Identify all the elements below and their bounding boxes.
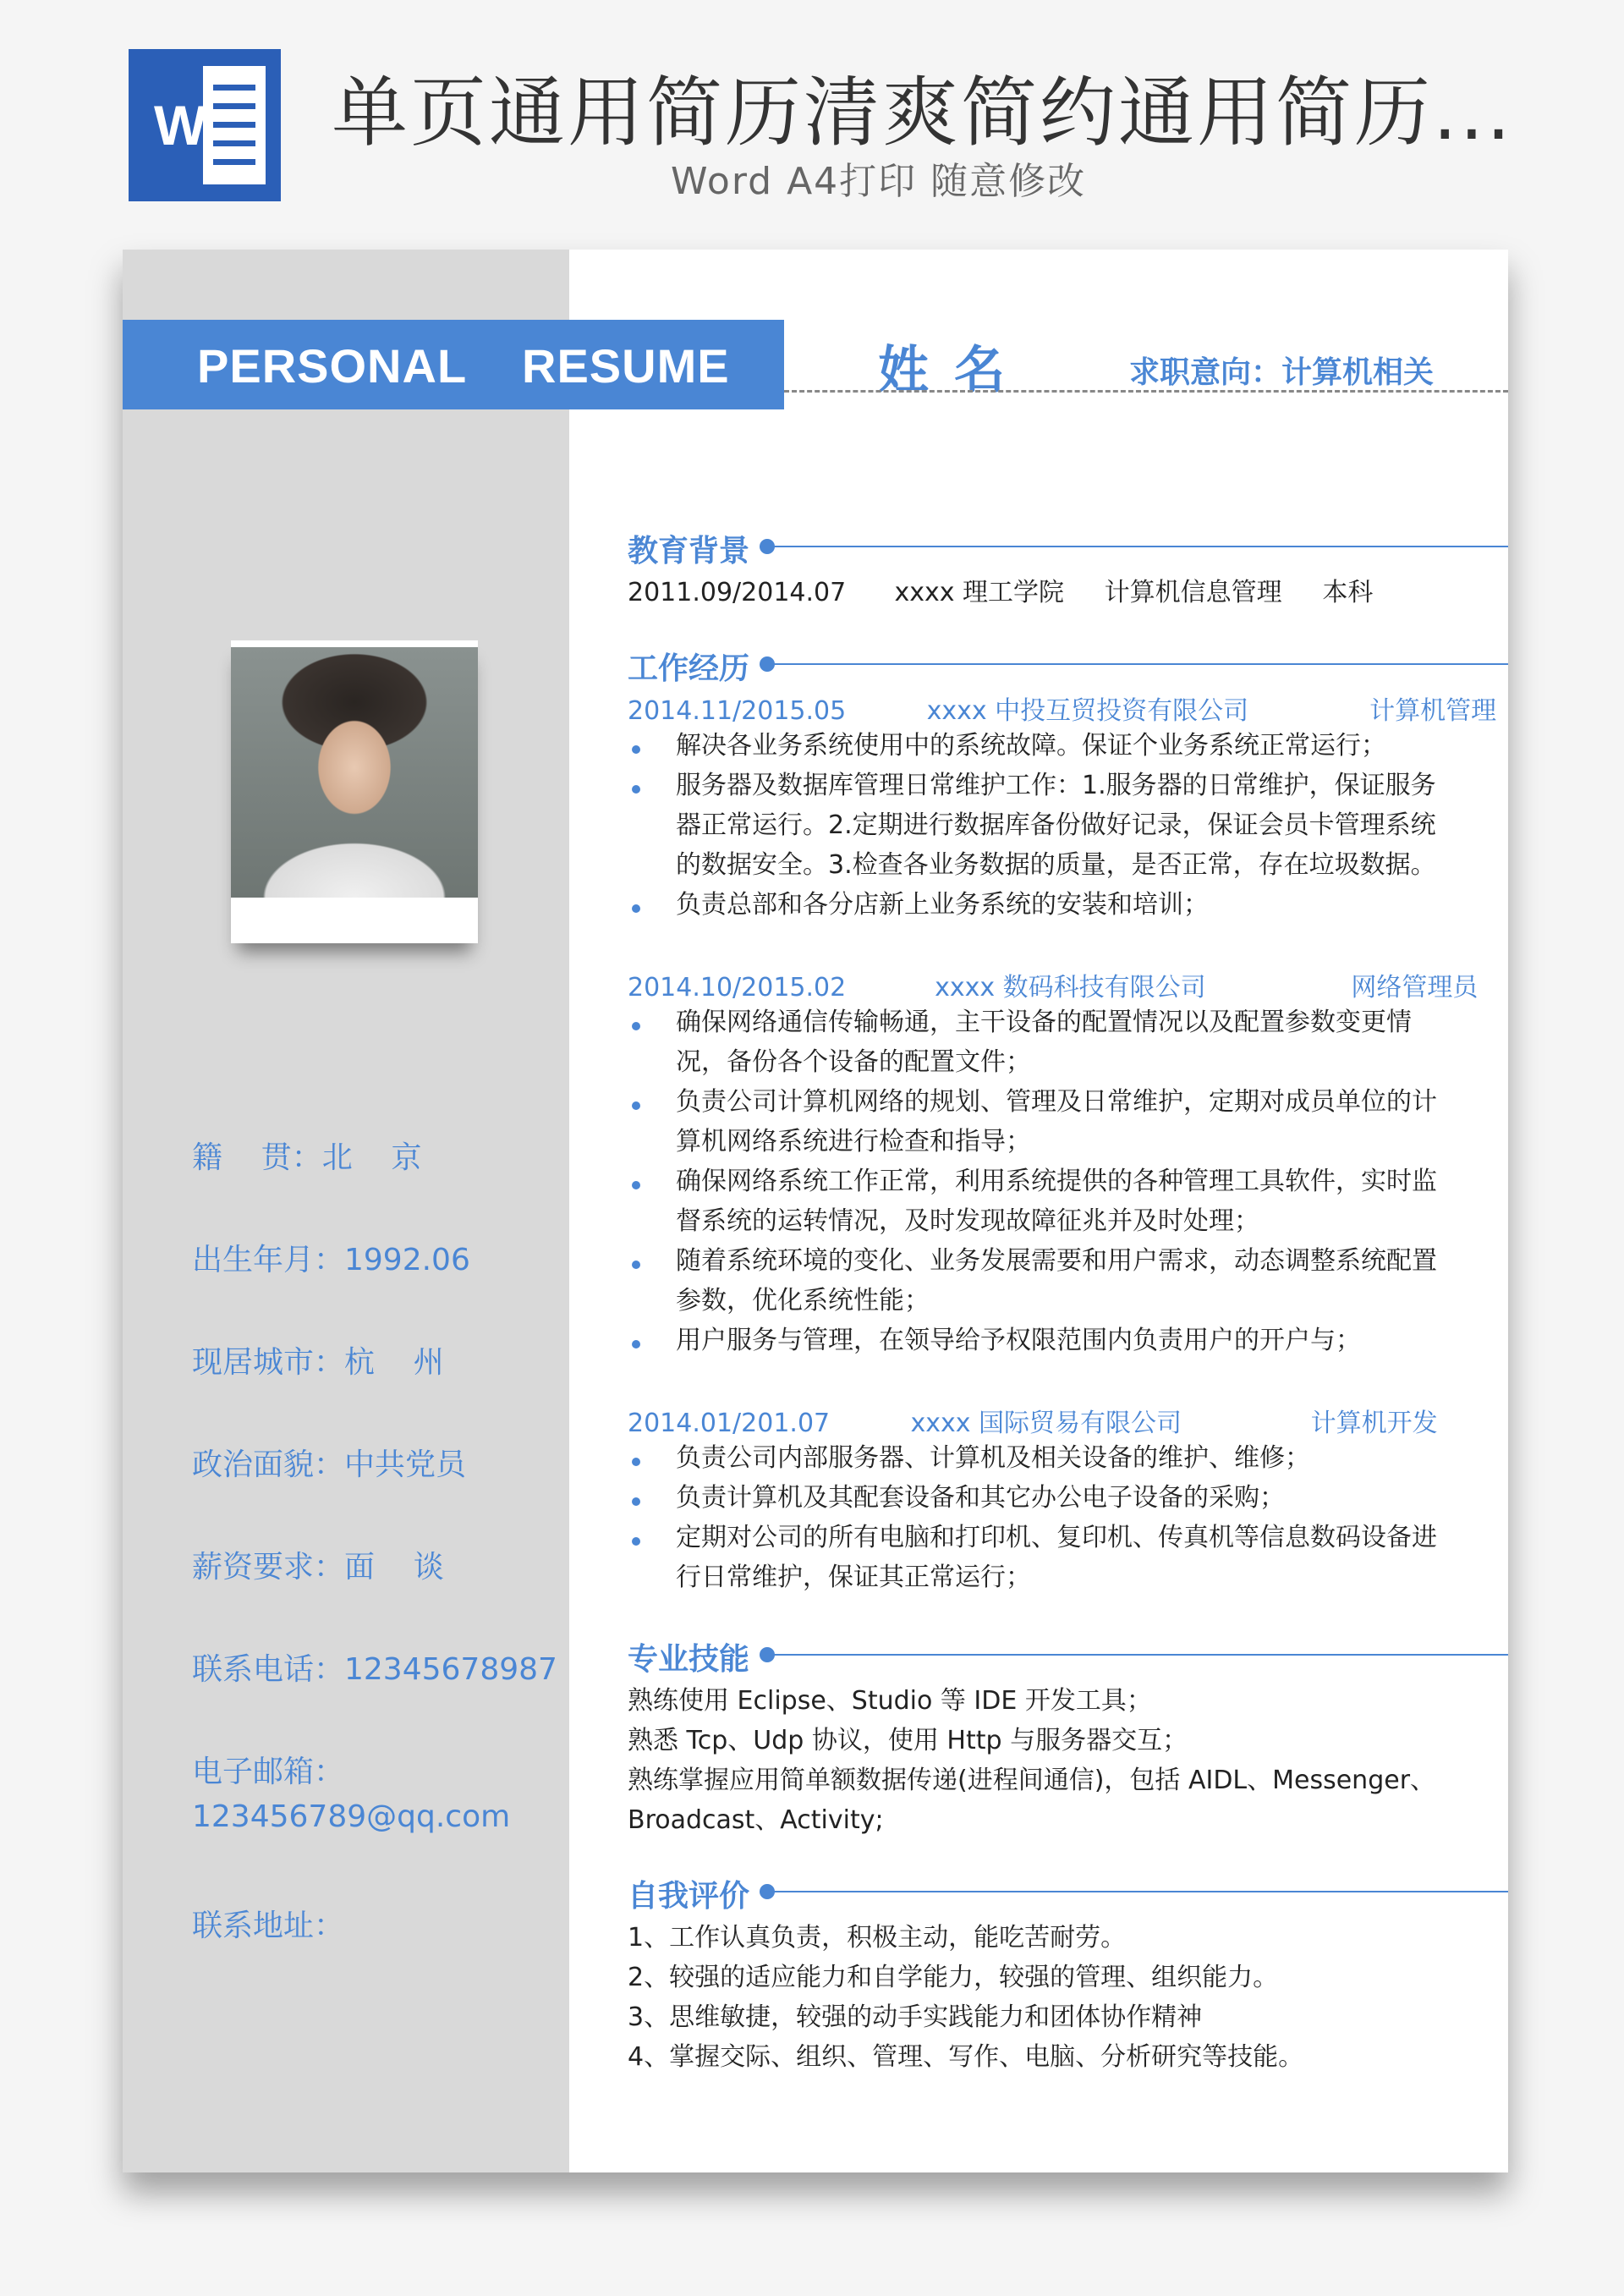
candidate-name: 姓名 <box>878 341 1030 400</box>
bullet-dot <box>632 1181 640 1189</box>
bullet-dot <box>632 1022 640 1030</box>
info-email-label: 电子邮箱： <box>192 1755 345 1789</box>
section-line <box>774 663 1508 665</box>
document-title: 单页通用简历清爽简约通用简历... <box>332 69 1513 157</box>
info-native-place: 籍 贯：北 京 <box>192 1140 422 1175</box>
self-line: 3、思维敏捷，较强的动手实践能力和团体协作精神 <box>628 2002 1203 2032</box>
info-email: 123456789@qq.com <box>192 1799 511 1834</box>
bullet-dot <box>632 1458 640 1466</box>
section-line <box>774 546 1508 547</box>
banner-resume: RESUME <box>522 339 730 393</box>
header-divider <box>784 390 1508 393</box>
job-item: 定期对公司的所有电脑和打印机、复印机、传真机等信息数码设备进行日常维护，保证其正常运行； <box>676 1523 1437 1592</box>
job-item: 随着系统环境的变化、业务发展需要和用户需求，动态调整系统配置参数，优化系统性能； <box>676 1246 1437 1316</box>
skill-line: 熟练使用 Eclipse、Studio 等 IDE 开发工具； <box>628 1686 1152 1716</box>
sidebar <box>123 250 569 2172</box>
job-item: 负责公司计算机网络的规划、管理及日常维护，定期对成员单位的计算机网络系统进行检查和指导； <box>676 1087 1437 1156</box>
word-icon <box>129 49 281 201</box>
section-dot <box>760 656 775 672</box>
job-item: 用户服务与管理，在领导给予权限范围内负责用户的开户与； <box>676 1326 1361 1355</box>
bullet-dot <box>632 785 640 794</box>
bullet-dot <box>632 904 640 913</box>
job-item: 确保网络系统工作正常，利用系统提供的各种管理工具软件，实时监督系统的运转情况，及时发现故障征兆并及时处理； <box>676 1167 1437 1236</box>
document-subtitle: Word A4打印 随意修改 <box>671 160 1087 203</box>
section-dot <box>760 539 775 554</box>
job-item: 负责计算机及其配套设备和其它办公电子设备的采购； <box>676 1483 1285 1513</box>
self-line: 1、工作认真负责，积极主动，能吃苦耐劳。 <box>628 1923 1127 1953</box>
skill-line: Broadcast、Activity; <box>628 1805 884 1835</box>
banner-personal: PERSONAL <box>197 339 468 393</box>
profile-photo <box>231 640 478 943</box>
info-birth: 出生年月：1992.06 <box>192 1243 470 1277</box>
info-salary: 薪资要求：面 谈 <box>192 1550 444 1585</box>
job-header: 2014.10/2015.02 xxxx 数码科技有限公司 网络管理员 <box>628 973 1479 1002</box>
skill-line: 熟练掌握应用简单额数据传递(进程间通信)，包括 AIDL、Messenger、 <box>628 1766 1436 1795</box>
self-line: 4、掌握交际、组织、管理、写作、电脑、分析研究等技能。 <box>628 2042 1304 2072</box>
job-header: 2014.01/201.07 xxxx 国际贸易有限公司 计算机开发 <box>628 1409 1438 1438</box>
section-dot <box>760 1647 775 1662</box>
job-header: 2014.11/2015.05 xxxx 中投互贸投资有限公司 计算机管理 <box>628 696 1497 726</box>
avatar <box>231 647 478 898</box>
word-icon-letter: W <box>154 94 207 157</box>
job-item: 服务器及数据库管理日常维护工作：1.服务器的日常维护，保证服务器正常运行。2.定期进行数据库备份做好记录，保证会员卡管理系统的数据安全。3.检查各业务数据的质量，是否正常，存在垃圾数据。 <box>676 771 1436 880</box>
section-title-self: 自我评价 <box>628 1879 750 1914</box>
job-item: 解决各业务系统使用中的系统故障。保证个业务系统正常运行； <box>676 731 1386 761</box>
resume-banner <box>123 320 784 409</box>
info-phone: 联系电话：12345678987 <box>192 1652 557 1687</box>
self-line: 2、较强的适应能力和自学能力，较强的管理、组织能力。 <box>628 1963 1279 1992</box>
job-item: 负责总部和各分店新上业务系统的安装和培训； <box>676 890 1209 920</box>
section-title-skills: 专业技能 <box>628 1642 750 1677</box>
job-item: 负责公司内部服务器、计算机及相关设备的维护、维修； <box>676 1443 1310 1473</box>
bullet-dot <box>632 1497 640 1506</box>
resume-sheet <box>123 250 1508 2172</box>
skill-line: 熟悉 Tcp、Udp 协议，使用 Http 与服务器交互； <box>628 1726 1188 1755</box>
info-politics: 政治面貌：中共党员 <box>192 1447 467 1482</box>
bullet-dot <box>632 1261 640 1269</box>
job-intent: 求职意向：计算机相关 <box>1129 355 1435 390</box>
bullet-dot <box>632 1101 640 1110</box>
bullet-dot <box>632 1340 640 1348</box>
section-title-work: 工作经历 <box>628 651 750 686</box>
education-row: 2011.09/2014.07 xxxx 理工学院 计算机信息管理 本科 <box>628 578 1374 607</box>
info-city: 现居城市：杭 州 <box>192 1345 444 1380</box>
section-line <box>774 1654 1508 1656</box>
bullet-dot <box>632 745 640 754</box>
section-line <box>774 1891 1508 1892</box>
job-item: 确保网络通信传输畅通，主干设备的配置情况以及配置参数变更情况，备份各个设备的配置文件； <box>676 1008 1412 1077</box>
section-dot <box>760 1884 775 1899</box>
section-title-education: 教育背景 <box>628 534 750 569</box>
info-address: 联系地址： <box>192 1909 345 1943</box>
bullet-dot <box>632 1537 640 1546</box>
